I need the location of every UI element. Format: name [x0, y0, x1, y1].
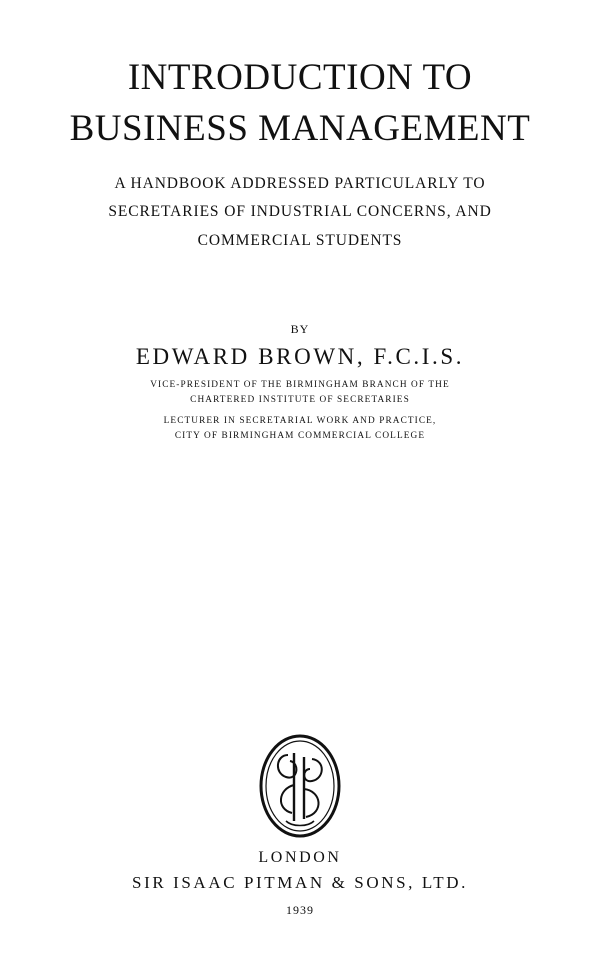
subtitle-line-3: COMMERCIAL STUDENTS [197, 232, 403, 249]
pitman-monogram-icon [258, 733, 342, 839]
affiliation-line-1: VICE-PRESIDENT OF THE BIRMINGHAM BRANCH OF THE [150, 380, 450, 390]
by-label: BY [290, 322, 310, 336]
affiliation-line-2: CHARTERED INSTITUTE OF SECRETARIES [190, 395, 410, 405]
subtitle-line-1: A HANDBOOK ADDRESSED PARTICULARLY TO [114, 175, 486, 192]
publisher-name: SIR ISAAC PITMAN & SONS, LTD. [132, 873, 468, 892]
affiliation-line-3: LECTURER IN SECRETARIAL WORK AND PRACTICE, [163, 416, 437, 426]
publisher-city: LONDON [258, 849, 342, 866]
affiliation-line-4: CITY OF BIRMINGHAM COMMERCIAL COLLEGE [174, 431, 426, 441]
subtitle-line-2: SECRETARIES OF INDUSTRIAL CONCERNS, AND [108, 203, 492, 220]
author-name: EDWARD BROWN, F.C.I.S. [135, 344, 465, 369]
title-line-2: BUSINESS MANAGEMENT [69, 108, 531, 149]
publication-year: 1939 [286, 903, 314, 917]
title-line-1: INTRODUCTION TO [127, 57, 473, 98]
